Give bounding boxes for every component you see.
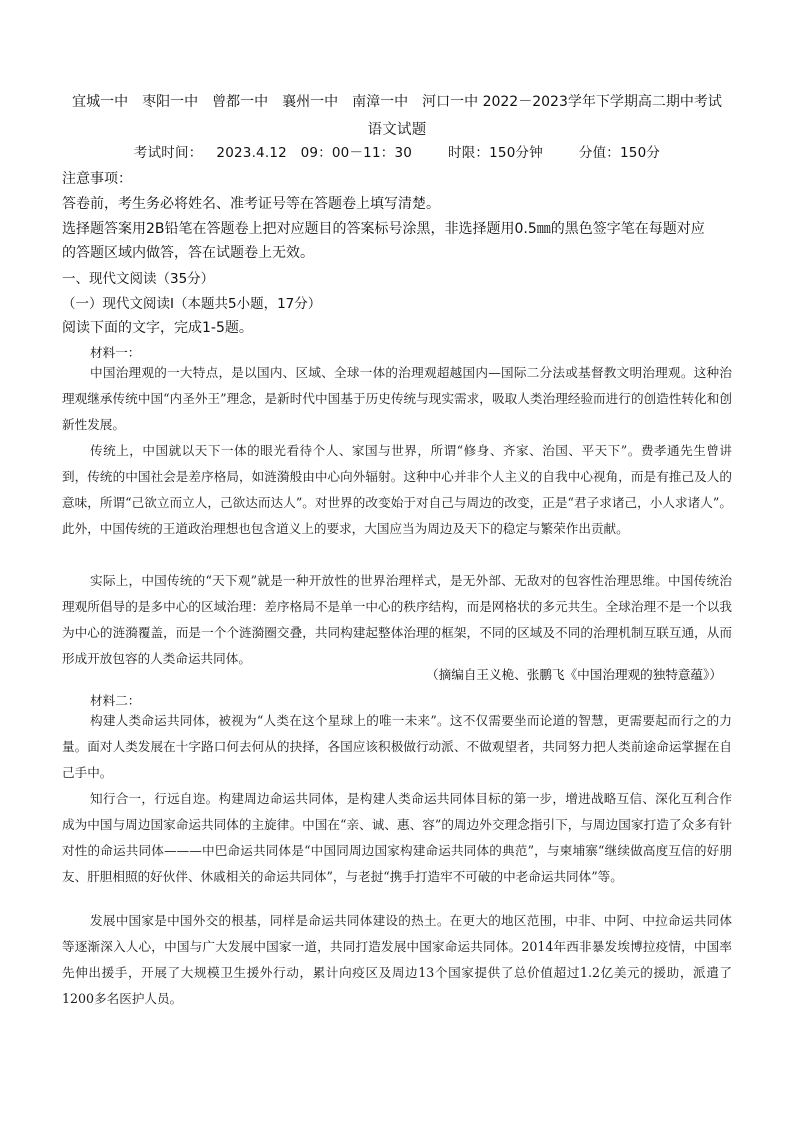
exam-time-label: 考试时间： (133, 145, 203, 161)
material-2-label: 材料二： (90, 693, 141, 708)
section-title: 一、现代文阅读（35分） (62, 271, 215, 287)
material-2-paragraph-2: 知行合一，行远自迩。构建周边命运共同体，是构建人类命运共同体目标的第一步，增进战略互信、深化互利合作成为中国与周边国家命运共同体的主旋律。中国在“亲、诚、惠、容”的周边外交理念指引下，与周边国家打造了众多有针对性的命运共同体———中巴命运共同体是“中国同周边国家构建命运共同体的典范”，与柬埔寨“继续做高度互信的好朋友、肝胆相照的好伙伴、休戚相关的命运共同体”，与老挝“携手打造牢不可破的中老命运共同体”等。 (62, 791, 732, 884)
section-subtitle: （一）现代文阅读Ⅰ（本题共5小题，17分） (62, 296, 322, 312)
notice-item-1: 答卷前，考生务必将姓名、准考证号等在答题卷上填写清楚。 (62, 196, 440, 212)
exam-score: 分值：150分 (578, 145, 661, 161)
material-1-paragraph-3: 实际上，中国传统的“天下观”就是一种开放性的世界治理样式，是无外部、无敌对的包容性治理思维。中国传统治理观所倡导的是多中心的区域治理：差序格局不是单一中心的秩序结构，而是网格状的多元共生。全球治理不是一个以我为中心的涟漪覆盖，而是一个个涟漪圈交叠，共同构建起整体治理的框架，不同的区域及不同的治理机制互联互通，从而形成开放包容的人类命运共同体。 (62, 573, 732, 666)
material-1-citation: （摘编自王义桅、张鹏飞《中国治理观的独特意蕴》） (426, 667, 722, 682)
exam-info-line (0, 141, 794, 161)
exam-subject-title: 语文试题 (367, 122, 427, 138)
section-instruction: 阅读下面的文字，完成1-5题。 (62, 320, 253, 336)
material-1-label: 材料一： (90, 345, 141, 360)
notice-item-2-line-1: 选择题答案用2B铅笔在答题卷上把对应题目的答案标号涂黑，非选择题用0.5㎜的黑色签字笔在每题对应 (62, 221, 705, 237)
exam-header-schools: 宜城一中 枣阳一中 曾都一中 襄州一中 南漳一中 河口一中 2022－2023学年下学期高二期中考试 (72, 94, 722, 110)
notice-title: 注意事项： (62, 171, 132, 187)
material-2-paragraph-3: 发展中国家是中国外交的根基，同样是命运共同体建设的热土。在更大的地区范围，中非、中阿、中拉命运共同体等逐渐深入人心，中国与广大发展中国家一道，共同打造发展中国家命运共同体。2014年西非暴发埃博拉疫情，中国率先伸出援手，开展了大规模卫生援外行动，累计向疫区及周边13个国家提供了总价值超过1.2亿美元的援助，派遣了1200多名医护人员。 (62, 913, 732, 1006)
material-1-paragraph-1: 中国治理观的一大特点，是以国内、区域、全球一体的治理观超越国内—国际二分法或基督教文明治理观。这种治理观继承传统中国“内圣外王”理念，是新时代中国基于历史传统与现实需求，吸取人类治理经验而进行的创造性转化和创新性发展。 (62, 365, 732, 432)
material-1-paragraph-2: 传统上，中国就以天下一体的眼光看待个人、家国与世界，所谓“修身、齐家、治国、平天下”。费孝通先生曾讲到，传统的中国社会是差序格局，如涟漪般由中心向外辐射。这种中心并非个人主义的自我中心视角，而是有推己及人的意味，所谓“己欲立而立人，己欲达而达人”。对世界的改变始于对自己与周边的改变，正是“君子求诸己，小人求诸人”。此外，中国传统的王道政治理想也包含道义上的要求，大国应当为周边及天下的稳定与繁荣作出贡献。 (62, 443, 732, 536)
notice-item-2-line-2: 的答题区域内做答，答在试题卷上无效。 (62, 245, 314, 261)
material-2-paragraph-1: 构建人类命运共同体，被视为“人类在这个星球上的唯一未来”。这不仅需要坐而论道的智慧，更需要起而行之的力量。面对人类发展在十字路口何去何从的抉择，各国应该积极做行动派、不做观望者，共同努力把人类前途命运掌握在自己手中。 (62, 713, 732, 780)
exam-time-value: 2023.4.12 09：00－11：30 (216, 145, 413, 161)
exam-duration: 时限：150分钟 (448, 145, 543, 161)
